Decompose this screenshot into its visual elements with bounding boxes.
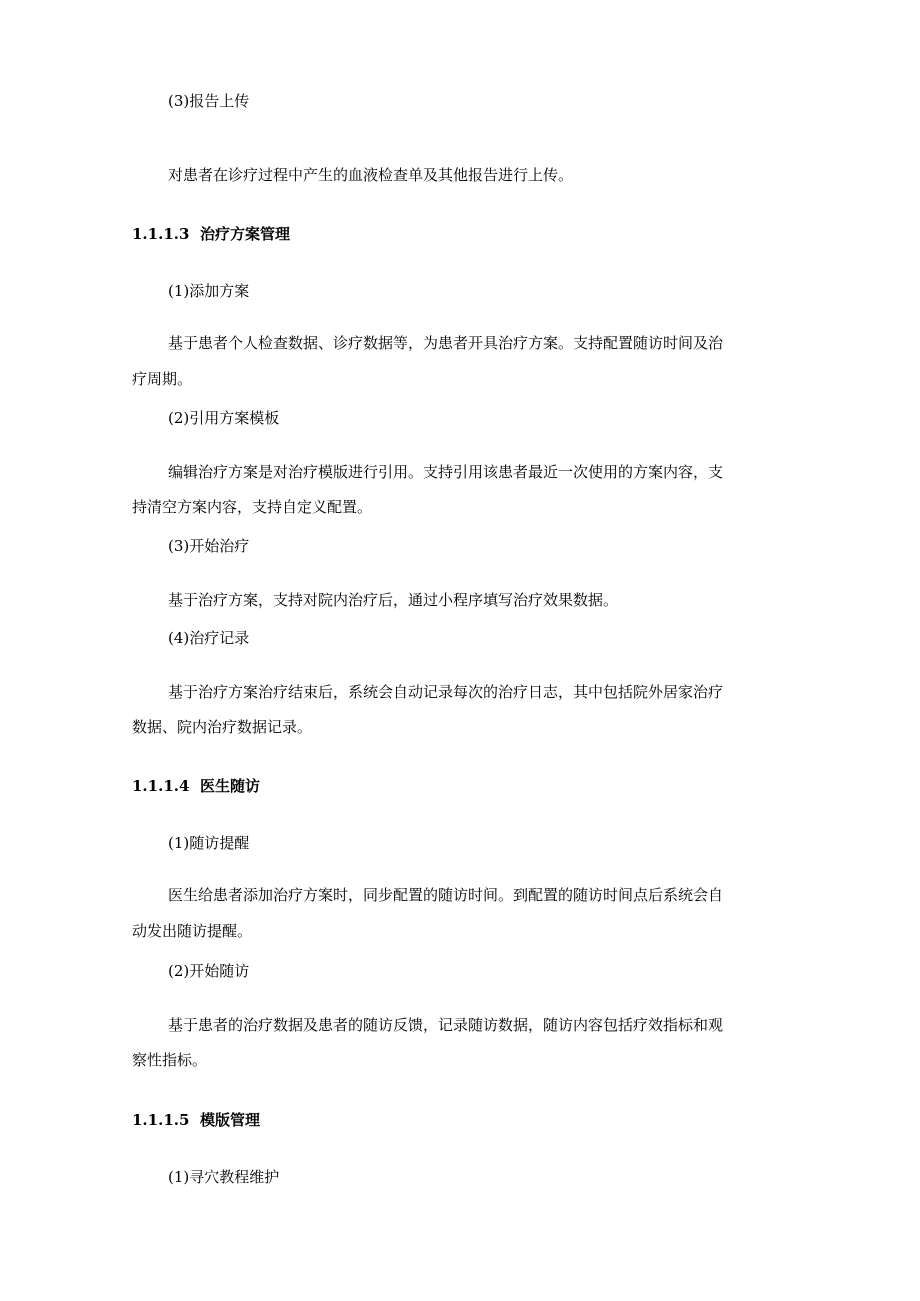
section-heading [132,1110,260,1130]
paragraph-text-continued: 察性指标。 [132,1051,208,1069]
subsection-label: (1)寻穴教程维护 [168,1168,280,1186]
paragraph-text: 编辑治疗方案是对治疗模版进行引用。支持引用该患者最近一次使用的方案内容，支 [168,463,724,481]
section-number: 1.1.1.4 [132,777,190,795]
paragraph-text: 基于治疗方案治疗结束后，系统会自动记录每次的治疗日志，其中包括院外居家治疗 [168,683,724,701]
subsection-label: (4)治疗记录 [168,629,250,647]
paragraph-text-continued: 动发出随访提醒。 [132,922,253,940]
section-title: 治疗方案管理 [200,225,291,243]
subsection-label: (2)开始随访 [168,962,250,980]
paragraph-text: 对患者在诊疗过程中产生的血液检查单及其他报告进行上传。 [168,166,574,184]
subsection-label: (2)引用方案模板 [168,409,280,427]
paragraph-text-continued: 疗周期。 [132,370,193,388]
section-title: 医生随访 [200,777,261,795]
section-title: 模版管理 [200,1111,261,1129]
paragraph-text-continued: 持清空方案内容，支持自定义配置。 [132,498,373,516]
paragraph-text: 基于患者的治疗数据及患者的随访反馈，记录随访数据，随访内容包括疗效指标和观 [168,1016,724,1034]
subsection-label: (1)添加方案 [168,282,250,300]
section-number: 1.1.1.5 [132,1111,190,1129]
subsection-label: (3)报告上传 [168,92,250,110]
paragraph-text: 医生给患者添加治疗方案时，同步配置的随访时间。到配置的随访时间点后系统会自 [168,886,724,904]
section-heading [132,224,290,244]
subsection-label: (1)随访提醒 [168,834,250,852]
subsection-label: (3)开始治疗 [168,537,250,555]
paragraph-text: 基于治疗方案，支持对院内治疗后，通过小程序填写治疗效果数据。 [168,591,619,609]
paragraph-text: 基于患者个人检查数据、诊疗数据等，为患者开具治疗方案。支持配置随访时间及治 [168,334,724,352]
paragraph-text-continued: 数据、院内治疗数据记录。 [132,718,313,736]
section-number: 1.1.1.3 [132,225,190,243]
section-heading [132,776,260,796]
